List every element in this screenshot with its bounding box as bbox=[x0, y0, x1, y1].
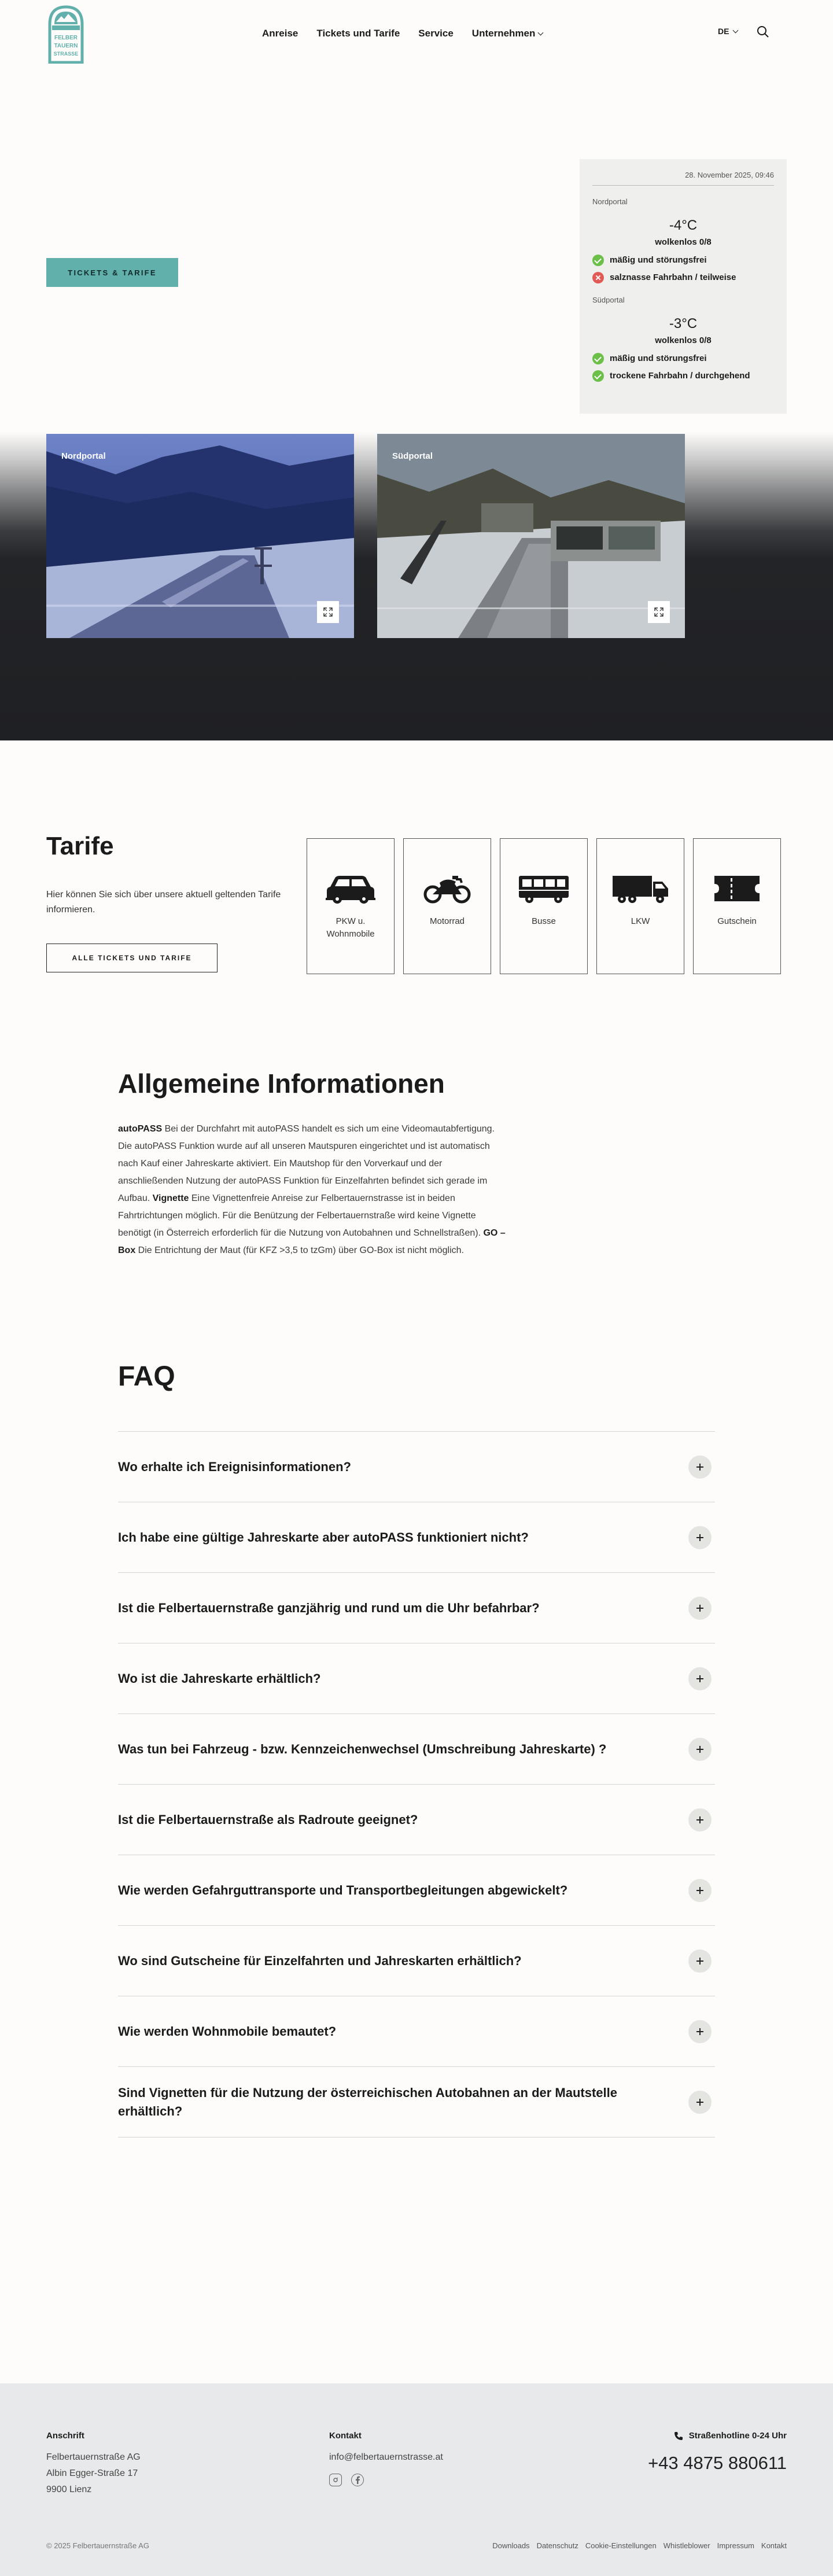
tarif-label: Gutschein bbox=[717, 916, 757, 926]
faq-list bbox=[118, 1431, 715, 2138]
nav-unternehmen[interactable] bbox=[472, 28, 543, 39]
weather-portal-sued: Südportal bbox=[592, 296, 625, 304]
nav-tickets-label: Tickets und Tarife bbox=[316, 28, 400, 39]
gobox-heading: GO – Box bbox=[118, 1228, 506, 1255]
logo-line-2: TAUERN bbox=[54, 43, 78, 49]
faq-question: Sind Vignetten für die Nutzung der österreichischen Autobahnen an der Mautstelle erhältlich? bbox=[118, 2085, 617, 2118]
nav-service-label: Service bbox=[418, 28, 454, 39]
vignette-text: Eine Vignettenfreie Anreise zur Felbertauernstrasse ist in beiden Fahrtrichtungen möglich. Für die Benützung der Felbertauernstraße wird keine Vignette benötigt (in Österreich erforderlich für die Nutzung von Autobahnen und Schnellstraßen). bbox=[118, 1193, 484, 1238]
car-icon bbox=[325, 874, 377, 904]
footer-hotline bbox=[674, 2431, 787, 2441]
weather-widget bbox=[580, 159, 787, 414]
plus-icon[interactable] bbox=[688, 1597, 712, 1620]
address-line: 9900 Lienz bbox=[46, 2485, 92, 2494]
status-row bbox=[592, 271, 774, 284]
x-circle-icon bbox=[592, 272, 604, 283]
faq-question: Wie werden Gefahrguttransporte und Transportbegleitungen abgewickelt? bbox=[118, 1882, 568, 1897]
faq-question: Wo erhalte ich Ereignisinformationen? bbox=[118, 1459, 351, 1474]
status-text: mäßig und störungsfrei bbox=[610, 255, 707, 265]
faq-question: Was tun bei Fahrzeug - bzw. Kennzeichenwechsel (Umschreibung Jahreskarte) ? bbox=[118, 1741, 607, 1756]
footer-link-impressum[interactable]: Impressum bbox=[717, 2541, 754, 2550]
faq-question: Wo sind Gutscheine für Einzelfahrten und Jahreskarten erhältlich? bbox=[118, 1953, 522, 1968]
footer-email[interactable]: info@felbertauernstrasse.at bbox=[329, 2452, 443, 2462]
faq-item[interactable] bbox=[118, 2067, 715, 2138]
webcam-image-nord bbox=[46, 434, 354, 638]
faq-question: Ich habe eine gültige Jahreskarte aber autoPASS funktioniert nicht? bbox=[118, 1530, 529, 1545]
plus-icon[interactable] bbox=[688, 2091, 712, 2114]
footer-link-downloads[interactable]: Downloads bbox=[492, 2541, 530, 2550]
weather-portal-nord: Nordportal bbox=[592, 197, 628, 206]
footer-contact-title: Kontakt bbox=[329, 2431, 362, 2441]
tarif-label: LKW bbox=[631, 916, 650, 926]
plus-icon[interactable] bbox=[688, 1667, 712, 1690]
webcam-nordportal[interactable] bbox=[46, 434, 354, 638]
faq-question: Wie werden Wohnmobile bemautet? bbox=[118, 2024, 337, 2039]
chevron-down-icon bbox=[538, 30, 544, 35]
tarif-label: Motorrad bbox=[429, 916, 465, 926]
webcam-suedportal[interactable] bbox=[377, 434, 685, 638]
search-button[interactable] bbox=[757, 25, 769, 38]
general-info-title: Allgemeine Informationen bbox=[118, 1068, 445, 1099]
faq-question: Wo ist die Jahreskarte erhältlich? bbox=[118, 1671, 321, 1686]
search-icon bbox=[757, 25, 769, 38]
motorcycle-icon bbox=[423, 874, 471, 904]
status-text: mäßig und störungsfrei bbox=[610, 353, 707, 363]
tarif-card-gutschein[interactable] bbox=[693, 838, 781, 974]
faq-item[interactable] bbox=[118, 1643, 715, 1714]
tarif-card-lkw[interactable] bbox=[596, 838, 684, 974]
nav-anreise[interactable] bbox=[262, 28, 298, 39]
plus-icon[interactable] bbox=[688, 1879, 712, 1902]
tarif-card-busse[interactable] bbox=[500, 838, 588, 974]
tarif-card-pkw[interactable] bbox=[307, 838, 395, 974]
nav-unternehmen-label: Unternehmen bbox=[471, 28, 536, 39]
copyright: © 2025 Felbertauernstraße AG bbox=[46, 2541, 149, 2550]
footer-link-kontakt[interactable]: Kontakt bbox=[761, 2541, 787, 2550]
hotline-phone[interactable]: +43 4875 880611 bbox=[648, 2453, 787, 2473]
webcam-label-nord: Nordportal bbox=[61, 451, 106, 461]
nav-tickets-und-tarife[interactable] bbox=[316, 28, 400, 39]
expand-icon bbox=[323, 607, 333, 617]
weather-date: 28. November 2025, 09:46 bbox=[592, 171, 774, 186]
site-header bbox=[0, 0, 833, 67]
plus-icon[interactable] bbox=[688, 1808, 712, 1831]
footer-links bbox=[492, 2541, 787, 2550]
instagram-icon[interactable] bbox=[329, 2474, 342, 2486]
status-text: trockene Fahrbahn / durchgehend bbox=[610, 371, 750, 381]
all-tickets-button[interactable]: ALLE TICKETS UND TARIFE bbox=[46, 944, 218, 972]
plus-icon[interactable] bbox=[688, 1949, 712, 1973]
webcam-image-sued bbox=[377, 434, 685, 638]
status-row bbox=[592, 370, 774, 382]
expand-button[interactable] bbox=[317, 601, 339, 623]
tarife-title: Tarife bbox=[46, 832, 114, 860]
truck-icon bbox=[611, 874, 669, 904]
footer-link-cookies[interactable]: Cookie-Einstellungen bbox=[585, 2541, 657, 2550]
chevron-down-icon bbox=[733, 27, 739, 33]
phone-icon bbox=[674, 2431, 683, 2441]
faq-question: Ist die Felbertauernstraße ganzjährig und rund um die Uhr befahrbar? bbox=[118, 1600, 540, 1615]
faq-item[interactable] bbox=[118, 1926, 715, 1996]
logo-line-1: FELBER bbox=[54, 35, 78, 41]
plus-icon[interactable] bbox=[688, 1455, 712, 1479]
faq-item[interactable] bbox=[118, 1573, 715, 1643]
faq-item[interactable] bbox=[118, 1432, 715, 1502]
faq-item[interactable] bbox=[118, 1996, 715, 2067]
nav-anreise-label: Anreise bbox=[262, 28, 298, 39]
plus-icon[interactable] bbox=[688, 2020, 712, 2043]
language-label: DE bbox=[718, 27, 729, 36]
expand-button[interactable] bbox=[648, 601, 670, 623]
faq-item[interactable] bbox=[118, 1714, 715, 1785]
main-nav bbox=[262, 27, 543, 40]
footer-link-datenschutz[interactable]: Datenschutz bbox=[536, 2541, 578, 2550]
address-line: Felbertauernstraße AG bbox=[46, 2452, 141, 2462]
faq-item[interactable] bbox=[118, 1502, 715, 1573]
nav-service[interactable] bbox=[418, 28, 454, 39]
weather-temp-nord: -4°C bbox=[669, 218, 698, 233]
general-info-text bbox=[118, 1121, 507, 1259]
check-circle-icon bbox=[592, 255, 604, 266]
status-text: salznasse Fahrbahn / teilweise bbox=[610, 272, 736, 282]
webcam-label-sued: Südportal bbox=[392, 451, 433, 461]
site-logo[interactable] bbox=[46, 5, 86, 64]
language-switcher[interactable] bbox=[718, 27, 738, 36]
footer-link-whistleblower[interactable]: Whistleblower bbox=[663, 2541, 710, 2550]
check-circle-icon bbox=[592, 370, 604, 382]
tarif-label: Busse bbox=[532, 916, 556, 926]
faq-title: FAQ bbox=[118, 1361, 175, 1392]
hotline-title: Straßenhotline 0-24 Uhr bbox=[688, 2431, 787, 2441]
weather-condition-sued: wolkenlos 0/8 bbox=[655, 336, 712, 345]
plus-icon[interactable] bbox=[688, 1738, 712, 1761]
faq-question: Ist die Felbertauernstraße als Radroute geeignet? bbox=[118, 1812, 418, 1827]
expand-icon bbox=[654, 607, 664, 617]
tarife-text: Hier können Sie sich über unsere aktuell geltenden Tarife informieren. bbox=[46, 890, 281, 915]
weather-temp-sued: -3°C bbox=[669, 316, 698, 331]
autopass-heading: autoPASS bbox=[118, 1124, 163, 1134]
footer-address bbox=[46, 2449, 141, 2498]
hero-tickets-button[interactable]: TICKETS & TARIFE bbox=[46, 258, 178, 287]
logo-line-3: STRASSE bbox=[53, 51, 79, 57]
tarif-card-motorrad[interactable] bbox=[403, 838, 491, 974]
gobox-text: Die Entrichtung der Maut (für KFZ >3,5 to tzGm) über GO-Box ist nicht möglich. bbox=[135, 1245, 464, 1255]
faq-item[interactable] bbox=[118, 1855, 715, 1926]
ticket-icon bbox=[713, 874, 761, 904]
autopass-text: Bei der Durchfahrt mit autoPASS handelt es sich um eine Videomautabfertigung. Die autoPASS Funktion wurde auf all unseren Mautspuren eingerichtet und ist automatisch nach Kauf einer Jahreskarte aktiviert. Ein Mautshop für den Vorverkauf und der anschließenden Nutzung der autoPASS Funktion für Einzelfahrten befindet sich gerade im Aufbau. bbox=[118, 1124, 495, 1203]
status-row bbox=[592, 352, 774, 365]
tarif-label: PKW u. Wohnmobile bbox=[326, 916, 375, 939]
vignette-heading: Vignette bbox=[152, 1193, 189, 1203]
bus-icon bbox=[518, 874, 570, 904]
status-row bbox=[592, 254, 774, 267]
weather-condition-nord: wolkenlos 0/8 bbox=[655, 237, 712, 247]
faq-item[interactable] bbox=[118, 1785, 715, 1855]
address-line: Albin Egger-Straße 17 bbox=[46, 2468, 138, 2478]
facebook-icon[interactable] bbox=[351, 2474, 364, 2486]
footer-address-title: Anschrift bbox=[46, 2431, 84, 2441]
social-links bbox=[329, 2474, 364, 2486]
check-circle-icon bbox=[592, 353, 604, 364]
plus-icon[interactable] bbox=[688, 1526, 712, 1549]
